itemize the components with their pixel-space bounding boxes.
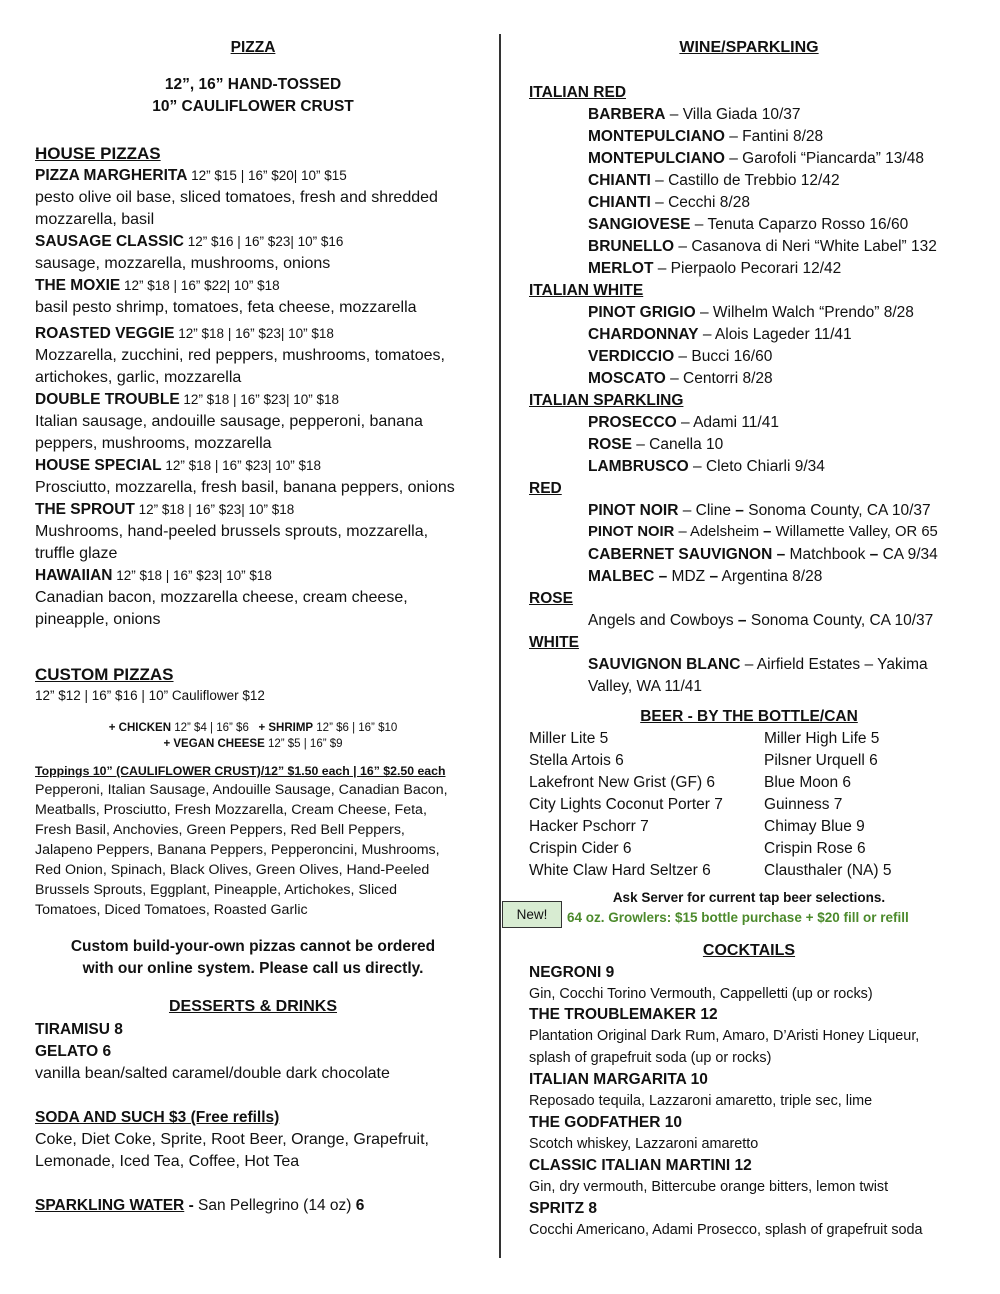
custom-note-2: with our online system. Please call us directly. bbox=[82, 960, 424, 977]
cocktail-desc: Cocchi Americano, Adami Prosecco, splash of grapefruit soda bbox=[529, 1222, 923, 1238]
red-heading: RED bbox=[529, 480, 562, 497]
toppings-line: Meatballs, Prosciutto, Fresh Mozzarella, Cream Cheese, Feta, bbox=[35, 802, 427, 818]
gelato-desc: vanilla bean/salted caramel/double dark chocolate bbox=[35, 1065, 390, 1082]
menu-item-title: SAUSAGE CLASSIC 12” $16 | 16” $23| 10” $16 bbox=[35, 233, 344, 250]
wine-item: PINOT NOIR – Adelsheim – Willamette Valley, OR 65 bbox=[588, 524, 938, 540]
beer-title: BEER - BY THE BOTTLE/CAN bbox=[640, 708, 858, 725]
beer-item: Miller Lite 5 bbox=[529, 730, 609, 747]
beer-item: Clausthaler (NA) 5 bbox=[764, 862, 892, 879]
cocktail-name: NEGRONI 9 bbox=[529, 964, 615, 981]
menu-item-desc: pineapple, onions bbox=[35, 611, 161, 628]
cocktail-name: THE TROUBLEMAKER 12 bbox=[529, 1006, 718, 1023]
wine-item: PROSECCO – Adami 11/41 bbox=[588, 414, 779, 431]
custom-note-1: Custom build-your-own pizzas cannot be ordered bbox=[70, 938, 436, 955]
crust-line-1: 12”, 16” HAND-TOSSED bbox=[164, 76, 342, 93]
cocktail-desc: Gin, dry vermouth, Bittercube orange bitters, lemon twist bbox=[529, 1179, 889, 1195]
soda-title: SODA AND SUCH $3 (Free refills) bbox=[35, 1109, 280, 1126]
menu-item-title: THE SPROUT 12” $18 | 16” $23| 10” $18 bbox=[35, 501, 295, 518]
addons-line-1: + CHICKEN 12” $4 | 16” $6 + SHRIMP 12” $6 | 16” $10 bbox=[108, 722, 398, 734]
beer-item: Stella Artois 6 bbox=[529, 752, 624, 769]
wine-item: LAMBRUSCO – Cleto Chiarli 9/34 bbox=[588, 458, 825, 475]
cocktail-desc: Scotch whiskey, Lazzaroni amaretto bbox=[529, 1136, 759, 1152]
wine-item: SANGIOVESE – Tenuta Caparzo Rosso 16/60 bbox=[588, 216, 909, 233]
menu-item-title: HOUSE SPECIAL 12” $18 | 16” $23| 10” $18 bbox=[35, 457, 321, 474]
house-pizzas-title: HOUSE PIZZAS bbox=[35, 144, 161, 163]
tiramisu: TIRAMISU 8 bbox=[35, 1021, 123, 1038]
beer-item: Hacker Pschorr 7 bbox=[529, 818, 649, 835]
cocktail-desc: splash of grapefruit soda (up or rocks) bbox=[529, 1050, 772, 1066]
wine-item: ROSE – Canella 10 bbox=[588, 436, 724, 453]
wine-item: VERDICCIO – Bucci 16/60 bbox=[588, 348, 773, 365]
growler-line: 64 oz. Growlers: $15 bottle purchase + $20 fill or refill bbox=[567, 910, 909, 925]
wine-item: MONTEPULCIANO – Fantini 8/28 bbox=[588, 128, 824, 145]
menu-item-desc: Mozzarella, zucchini, red peppers, mushrooms, tomatoes, bbox=[35, 347, 445, 364]
cocktail-name: CLASSIC ITALIAN MARTINI 12 bbox=[529, 1157, 752, 1174]
beer-item: Lakefront New Grist (GF) 6 bbox=[529, 774, 716, 791]
cocktail-name: THE GODFATHER 10 bbox=[529, 1114, 683, 1131]
menu-item-desc: Canadian bacon, mozzarella cheese, cream cheese, bbox=[35, 589, 408, 606]
toppings-line: Fresh Basil, Anchovies, Green Peppers, Red Bell Peppers, bbox=[35, 822, 405, 838]
wine-item: MERLOT – Pierpaolo Pecorari 12/42 bbox=[588, 260, 842, 277]
beer-item: Pilsner Urquell 6 bbox=[764, 752, 878, 769]
crust-line-2: 10” CAULIFLOWER CRUST bbox=[152, 98, 354, 115]
wine-item: CHARDONNAY – Alois Lageder 11/41 bbox=[588, 326, 852, 343]
menu-item-title: DOUBLE TROUBLE 12” $18 | 16” $23| 10” $18 bbox=[35, 391, 340, 408]
rose-heading: ROSE bbox=[529, 590, 573, 607]
menu-item-desc: peppers, mushrooms, mozzarella bbox=[35, 435, 272, 452]
wine-item: CABERNET SAUVIGNON – Matchbook – CA 9/34 bbox=[588, 546, 938, 563]
addons-line-2: + VEGAN CHEESE 12” $5 | 16” $9 bbox=[163, 738, 343, 750]
wine-item: PINOT NOIR – Cline – Sonoma County, CA 10/37 bbox=[588, 502, 931, 519]
wine-item: CHIANTI – Cecchi 8/28 bbox=[588, 194, 750, 211]
menu-item-desc: Mushrooms, hand-peeled brussels sprouts, mozzarella, bbox=[35, 523, 429, 540]
toppings-line: Red Onion, Spinach, Black Olives, Green Olives, Hand-Peeled bbox=[35, 862, 430, 878]
menu-item-desc: truffle glaze bbox=[35, 545, 118, 562]
wine-item: BRUNELLO – Casanova di Neri “White Label” 132 bbox=[588, 238, 937, 255]
tap-note: Ask Server for current tap beer selections. bbox=[612, 890, 886, 905]
cocktails-title: COCKTAILS bbox=[702, 942, 796, 959]
italian-sparkling-heading: ITALIAN SPARKLING bbox=[529, 392, 684, 409]
wine-item: Angels and Cowboys – Sonoma County, CA 10/37 bbox=[588, 612, 934, 629]
beer-item: White Claw Hard Seltzer 6 bbox=[529, 862, 711, 879]
toppings-line: Jalapeno Peppers, Banana Peppers, Pepperoncini, Mushrooms, bbox=[35, 842, 440, 858]
menu-item-desc: artichokes, garlic, mozzarella bbox=[35, 369, 242, 386]
beer-item: City Lights Coconut Porter 7 bbox=[529, 796, 723, 813]
cocktail-desc: Gin, Cocchi Torino Vermouth, Cappelletti (up or rocks) bbox=[529, 986, 873, 1002]
wine-item: MALBEC – MDZ – Argentina 8/28 bbox=[588, 568, 823, 585]
beer-item: Chimay Blue 9 bbox=[764, 818, 865, 835]
wine-item: BARBERA – Villa Giada 10/37 bbox=[588, 106, 801, 123]
gelato: GELATO 6 bbox=[35, 1043, 112, 1060]
cocktail-desc: Plantation Original Dark Rum, Amaro, D’Aristi Honey Liqueur, bbox=[529, 1028, 920, 1044]
menu-item-desc: Italian sausage, andouille sausage, pepperoni, banana bbox=[35, 413, 423, 430]
soda-line: Lemonade, Iced Tea, Coffee, Hot Tea bbox=[35, 1153, 300, 1170]
italian-red-heading: ITALIAN RED bbox=[529, 84, 627, 101]
beer-item: Miller High Life 5 bbox=[764, 730, 880, 747]
left-column bbox=[35, 0, 471, 1294]
wine-item: MONTEPULCIANO – Garofoli “Piancarda” 13/48 bbox=[588, 150, 924, 167]
wine-item: CHIANTI – Castillo de Trebbio 12/42 bbox=[588, 172, 840, 189]
italian-white-heading: ITALIAN WHITE bbox=[529, 282, 644, 299]
right-column bbox=[529, 0, 969, 1294]
menu-item-desc: mozzarella, basil bbox=[35, 211, 155, 228]
wine-item: PINOT GRIGIO – Wilhelm Walch “Prendo” 8/28 bbox=[588, 304, 914, 321]
beer-item: Crispin Rose 6 bbox=[764, 840, 866, 857]
menu-item-title: THE MOXIE 12” $18 | 16” $22| 10” $18 bbox=[35, 277, 280, 294]
soda-line: Coke, Diet Coke, Sprite, Root Beer, Orange, Grapefruit, bbox=[35, 1131, 429, 1148]
white-heading: WHITE bbox=[529, 634, 579, 651]
menu-item-title: HAWAIIAN 12” $18 | 16” $23| 10” $18 bbox=[35, 567, 272, 584]
toppings-line: Tomatoes, Diced Tomatoes, Roasted Garlic bbox=[35, 902, 308, 918]
sparkling-water: SPARKLING WATER - San Pellegrino (14 oz) 6 bbox=[35, 1197, 365, 1214]
wine-title: WINE/SPARKLING bbox=[679, 39, 819, 56]
new-badge: New! bbox=[502, 901, 562, 928]
menu-item-title: PIZZA MARGHERITA 12” $15 | 16” $20| 10” $15 bbox=[35, 167, 347, 184]
wine-item: SAUVIGNON BLANC – Airfield Estates – Yakima bbox=[588, 656, 928, 673]
menu-item-desc: basil pesto shrimp, tomatoes, feta cheese, mozzarella bbox=[35, 299, 417, 316]
toppings-line: Brussels Sprouts, Eggplant, Pineapple, Artichokes, Sliced bbox=[35, 882, 397, 898]
menu-item-desc: sausage, mozzarella, mushrooms, onions bbox=[35, 255, 331, 272]
cocktail-desc: Reposado tequila, Lazzaroni amaretto, triple sec, lime bbox=[529, 1093, 873, 1109]
menu-item-desc: Prosciutto, mozzarella, fresh basil, banana peppers, onions bbox=[35, 479, 455, 496]
column-divider bbox=[499, 34, 501, 1258]
beer-item: Guinness 7 bbox=[764, 796, 843, 813]
cocktail-name: ITALIAN MARGARITA 10 bbox=[529, 1071, 708, 1088]
desserts-title: DESSERTS & DRINKS bbox=[168, 998, 338, 1015]
beer-item: Blue Moon 6 bbox=[764, 774, 852, 791]
toppings-header: Toppings 10” (CAULIFLOWER CRUST)/12” $1.50 each | 16” $2.50 each bbox=[35, 764, 446, 778]
wine-item: MOSCATO – Centorri 8/28 bbox=[588, 370, 773, 387]
custom-prices: 12” $12 | 16” $16 | 10” Cauliflower $12 bbox=[35, 688, 265, 703]
cocktail-name: SPRITZ 8 bbox=[529, 1200, 598, 1217]
toppings-line: Pepperoni, Italian Sausage, Andouille Sausage, Canadian Bacon, bbox=[35, 782, 448, 798]
pizza-title: PIZZA bbox=[230, 39, 276, 56]
custom-pizzas-title: CUSTOM PIZZAS bbox=[35, 665, 174, 684]
menu-item-desc: pesto olive oil base, sliced tomatoes, fresh and shredded bbox=[35, 189, 438, 206]
beer-item: Crispin Cider 6 bbox=[529, 840, 632, 857]
wine-item-cont: Valley, WA 11/41 bbox=[588, 678, 703, 695]
menu-item-title: ROASTED VEGGIE 12” $18 | 16” $23| 10” $18 bbox=[35, 325, 334, 342]
